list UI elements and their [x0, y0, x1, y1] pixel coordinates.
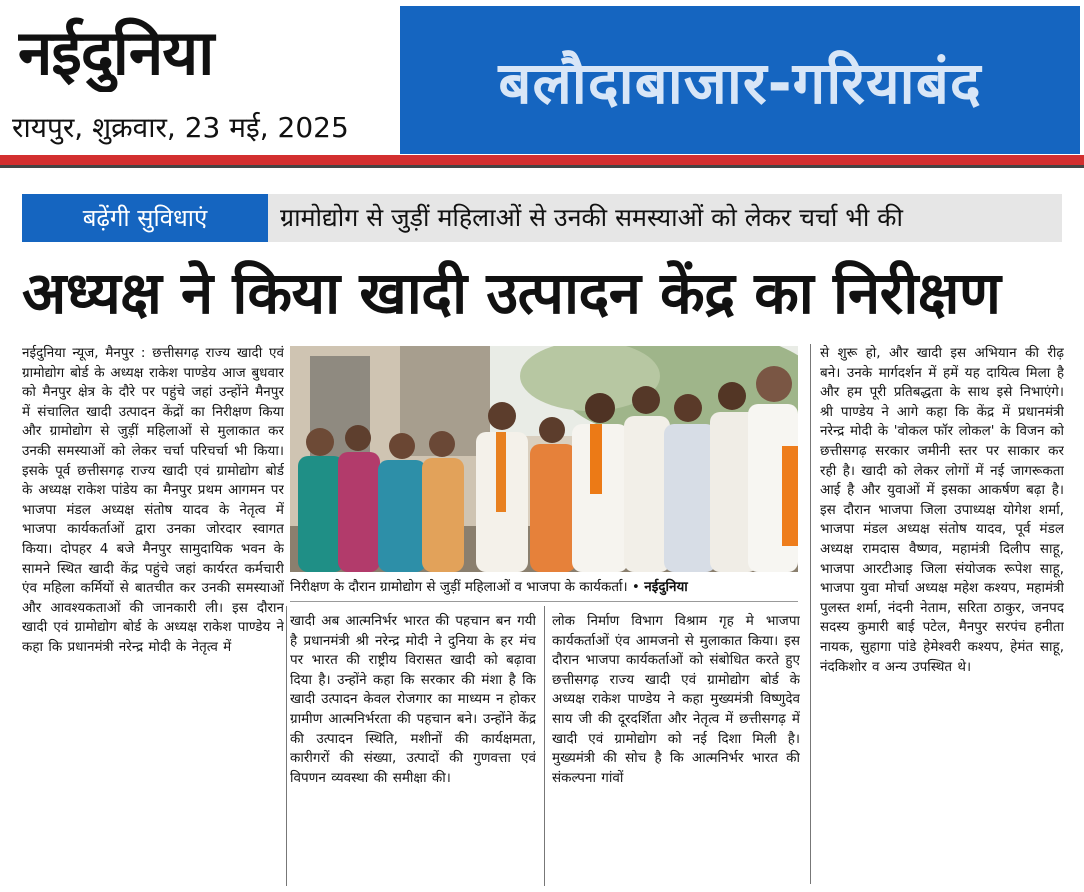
caption-text: निरीक्षण के दौरान ग्रामोद्योग से जुड़ीं महिलाओं व भाजपा के कार्यकर्ता। •	[290, 579, 640, 595]
dateline	[12, 108, 396, 148]
masthead-red-rule	[0, 155, 1084, 165]
newspaper-logo: नईदुनिया	[18, 16, 214, 89]
column-divider	[286, 606, 287, 886]
article-column-3: लोक निर्माण विभाग विश्राम गृह मे भाजपा कार्यकर्ताओं एंव आमजनो से मुलाकात किया। इस दौरान भाजपा कार्यकर्ताओं को संबोधित करते हुए छत्तीसगढ़ राज्य खादी एवं ग्रामोद्योग बोर्ड के अध्यक्ष राकेश पाण्डेय ने कहा मुख्यमंत्री विष्णुदेव साय जी की दूरदर्शिता और नेतृत्व में छत्तीसगढ़ में खादी एवं ग्रामोद्योग को नई दिशा मिली है। मुख्यमंत्री की सोच है कि आत्मनिर्भर भारत की संकल्पना गांवों	[552, 613, 800, 786]
masthead-dark-rule	[0, 165, 1084, 168]
kicker-badge: बढ़ेंगी सुविधाएं	[22, 194, 268, 242]
column-divider	[544, 606, 545, 886]
article-headline: अध्यक्ष ने किया खादी उत्पादन केंद्र का निरीक्षण	[22, 259, 1001, 327]
city-name: रायपुर,	[12, 111, 84, 144]
column-divider	[810, 344, 811, 884]
article-column-2: खादी अब आत्मनिर्भर भारत की पहचान बन गयी है प्रधानमंत्री श्री नरेन्द्र मोदी ने दुनिया के हर मंच पर भारत की राष्ट्रीय विरासत खादी को बढ़ावा दिया है। उन्होंने कहा कि सरकार की मंशा है कि खादी उत्पादन केवल रोजगार का माध्यम न होकर ग्रामीण आत्मनिर्भरता की पहचान बने। उन्होंने केंद्र की उत्पादन स्थिति, मशीनों की कार्यक्षमता, कारीगरों की संख्या, उत्पादों की गुणवत्ता एवं विपणन व्यवस्था की समीक्षा की।	[290, 613, 536, 786]
photo-caption	[290, 574, 798, 600]
edition-banner	[400, 6, 1080, 154]
caption-credit: नईदुनिया	[644, 579, 688, 595]
issue-date: शुक्रवार, 23 मई, 2025	[92, 111, 349, 144]
article-column-1: नईदुनिया न्यूज, मैनपुर : छत्तीसगढ़ राज्य खादी एवं ग्रामोद्योग बोर्ड के अध्यक्ष राकेश पाण्डेय आज बुधवार को मैनपुर क्षेत्र के दौरे पर पहुंचे जहां उन्होंने मैनपुर में संचालित खादी उत्पादन केंद्रों का निरीक्षण किया और ग्रामोद्योग से जुड़ीं महिलाओं से मुलाकात कर उनकी समस्याओं को लेकर चर्चा परिचर्चा भी किया। इसके पूर्व छत्तीसगढ़ राज्य खादी एवं ग्रामोद्योग बोर्ड के अध्यक्ष राकेश पांडेय का मैनपुर प्रथम आगमन पर भाजपा मंडल अध्यक्ष संतोष यादव के नेतृत्व में भाजपा कार्यकर्ताओं द्वारा उनका जोरदार स्वागत किया। दोपहर 4 बजे मैनपुर सामुदायिक भवन के सामने स्थित खादी केंद्र पहुंचे जहां कार्यरत कर्मचारी एंव महिला कर्मियों से बातचीत कर उनकी समस्याओं और आवश्यकताओं की जानकारी ली। इस दौरान खादी एवं ग्रामोद्योग बोर्ड के अध्यक्ष राकेश पाण्डेय ने कहा कि प्रधानमंत्री नरेन्द्र मोदी के नेतृत्व में	[22, 345, 284, 655]
article-photo	[290, 346, 798, 572]
kicker-text: ग्रामोद्योग से जुड़ीं महिलाओं से उनकी समस्याओं को लेकर चर्चा भी की	[280, 203, 903, 232]
article-column-4: से शुरू हो, और खादी इस अभियान की रीढ़ बने। उनके मार्गदर्शन में हमें यह दायित्व मिला है और हम पूरी प्रतिबद्धता के साथ इसे निभाएंगे। श्री पाण्डेय ने आगे कहा कि केंद्र में प्रधानमंत्री नरेन्द्र मोदी के 'वोकल फॉर लोकल' के विजन को छत्तीसगढ़ सरकार जमीनी स्तर पर साकार कर रही है। खादी को लेकर लोगों में नई जागरूकता आई है और युवाओं में इसका आकर्षण बढ़ा है। इस दौरान भाजपा जिला उपाध्यक्ष योगेश शर्मा, भाजपा मंडल अध्यक्ष संतोष यादव, पूर्व मंडल अध्यक्ष रामदास वैष्णव, महामंत्री दिलीप साहू, भाजपा आरटीआइ जिला संयोजक रूपेश साहू, भाजपा युवा मोर्चा अध्यक्ष महेश कश्यप, महामंत्री पुलस्त शर्मा, नंदनी नेताम, सरिता ठाकुर, जनपद सदस्य कुमारी बाई पटेल, मैनपुर सरपंच हनीता नायक, सुहागा पांडे हेमेश्वरी कश्यप, हेमंत साहू, नंदकिशोर व अन्य उपस्थित थे।	[820, 345, 1064, 675]
caption-rule	[290, 601, 798, 602]
edition-name: बलौदाबाजार-गरियाबंद	[498, 48, 982, 117]
